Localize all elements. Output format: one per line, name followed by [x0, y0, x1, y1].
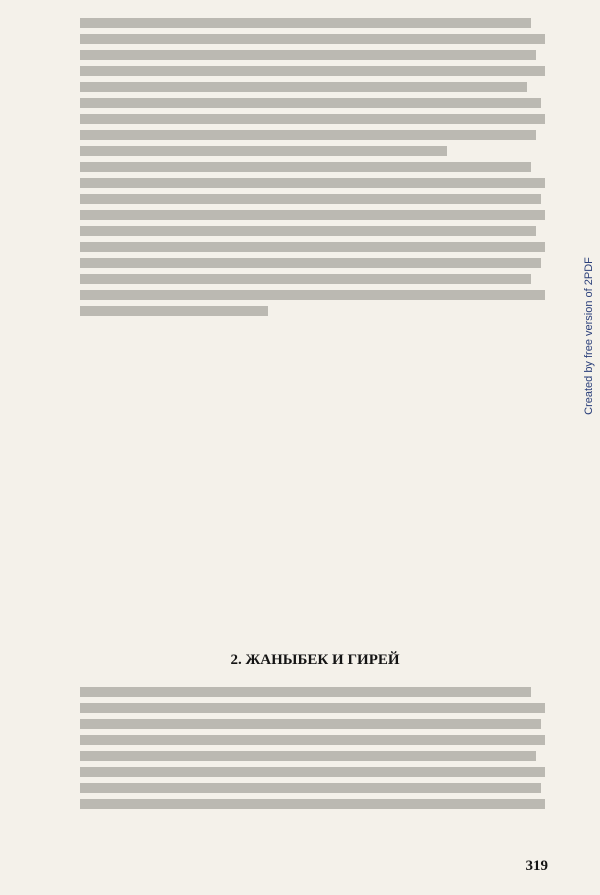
text-line [80, 687, 531, 697]
text-line [80, 226, 536, 236]
section-heading: 2. ЖАНЫБЕК И ГИРЕЙ [230, 652, 400, 668]
text-line [80, 258, 541, 268]
text-line [80, 783, 541, 793]
text-line [80, 290, 545, 300]
text-line [80, 767, 545, 777]
text-line [80, 242, 545, 252]
text-line [80, 98, 541, 108]
body-text-block [80, 687, 550, 809]
text-line [80, 178, 545, 188]
text-line [80, 162, 531, 172]
text-line [80, 210, 545, 220]
watermark: Created by free version of 2PDF [583, 257, 595, 415]
text-line [80, 194, 541, 204]
text-line [80, 751, 536, 761]
text-line [80, 306, 268, 316]
text-line [80, 18, 531, 28]
text-line [80, 799, 545, 809]
text-line [80, 114, 545, 124]
text-line [80, 274, 531, 284]
text-line [80, 130, 536, 140]
text-line [80, 735, 545, 745]
text-line [80, 703, 545, 713]
text-line [80, 66, 545, 76]
page-number: 319 [525, 858, 548, 874]
text-line [80, 34, 545, 44]
text-line [80, 719, 541, 729]
text-line [80, 146, 447, 156]
text-line [80, 82, 527, 92]
body-text-block [80, 18, 550, 316]
text-line [80, 50, 536, 60]
